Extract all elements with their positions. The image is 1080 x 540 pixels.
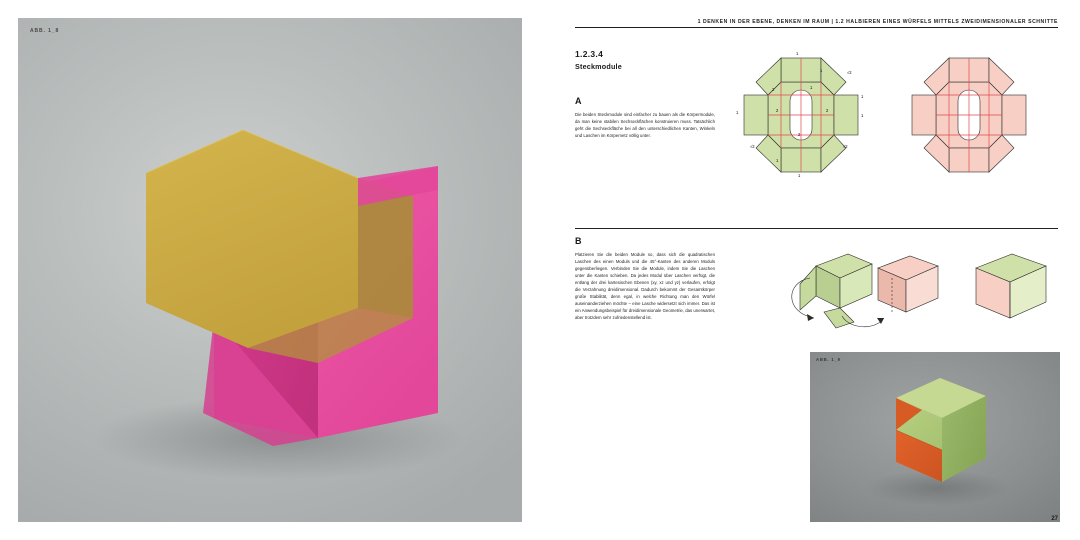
net-number: 1: [736, 110, 739, 115]
running-head: 1 DENKEN IN DER EBENE, DENKEN IM RAUM | 1.2 HALBIEREN EINES WÜRFELS MITTELS ZWEIDIMENSIONALER SCHNITTE: [697, 19, 1058, 25]
net-number: 2: [772, 87, 775, 92]
section-title: Steckmodule: [575, 62, 622, 71]
section-number: 1.2.3.4: [575, 49, 604, 59]
net-number: 1: [798, 173, 801, 178]
block-text-b: Platzieren Sie die beiden Module so, dass sich die quadratischen Laschen des einen Moduls und die 45°-Kanten des anderen Moduls gegenüberliegen. Verbinden Sie die Module, indem Sie die Laschen unter die Kanten schieben. Da jedes Modul über Laschen verfügt, die entlang der drei kartesischen Ebenen (xy, xz und yz) verlaufen, erfolgt die Verzahnung dreidimensional. Dadurch bekommt der Gesamtkörper große Stabilität, denn egal, in welche Richtung man den Würfel auseinanderziehen möchte – eine Lasche widersetzt sich immer. Das ist ein Anwendungsbeispiel für dreidimensionale Geometrie, das unerwartet, aber trotzdem sehr zufriedenstellend ist.: [575, 252, 715, 320]
net-number: √2: [750, 144, 755, 149]
figure-assembly-diagrams: [780, 238, 1070, 348]
section-divider-rule: [575, 228, 1058, 229]
figure-label-left: ABB. 1_8: [30, 28, 60, 34]
net-number: 2: [776, 108, 779, 113]
net-number: √2: [843, 144, 848, 149]
arrow-head-icon: [807, 314, 814, 321]
header-rule: [575, 27, 1058, 28]
right-page: [540, 0, 1080, 540]
net-number: 2: [826, 108, 829, 113]
block-text-a: Die beiden Steckmodule sind einfacher zu bauen als die Körpermodule, da man keine stabilen Sechseckflächen konstruieren muss. Tatsächlich geht die Sechseckfläche bei all den unterschiedlichen Kanten, Winkeln und Laschen im Körpernetz völlig unter.: [575, 112, 715, 138]
cube-photo-illustration: [810, 352, 1060, 522]
paper-model-illustration: [18, 18, 522, 522]
block-letter-b: B: [575, 236, 582, 246]
net-number: 2: [798, 132, 801, 137]
net-number: 1: [810, 85, 813, 90]
figure-photo-right: [810, 352, 1060, 522]
assembly-cube-pink: [878, 256, 938, 312]
net-number: 1: [861, 113, 864, 118]
assembled-cube: [976, 254, 1046, 318]
block-letter-a: A: [575, 96, 582, 106]
net-number: 1: [776, 158, 779, 163]
net-number: √2: [847, 70, 852, 75]
figure-photo-left: [18, 18, 522, 522]
net-number: 1: [861, 94, 864, 99]
page-number: 27: [1051, 516, 1058, 522]
net-number: 1: [796, 51, 799, 56]
net-number: 1: [820, 68, 823, 73]
figure-cube-nets: [736, 40, 1066, 210]
figure-label-right: ABB. 1_9: [816, 357, 841, 362]
